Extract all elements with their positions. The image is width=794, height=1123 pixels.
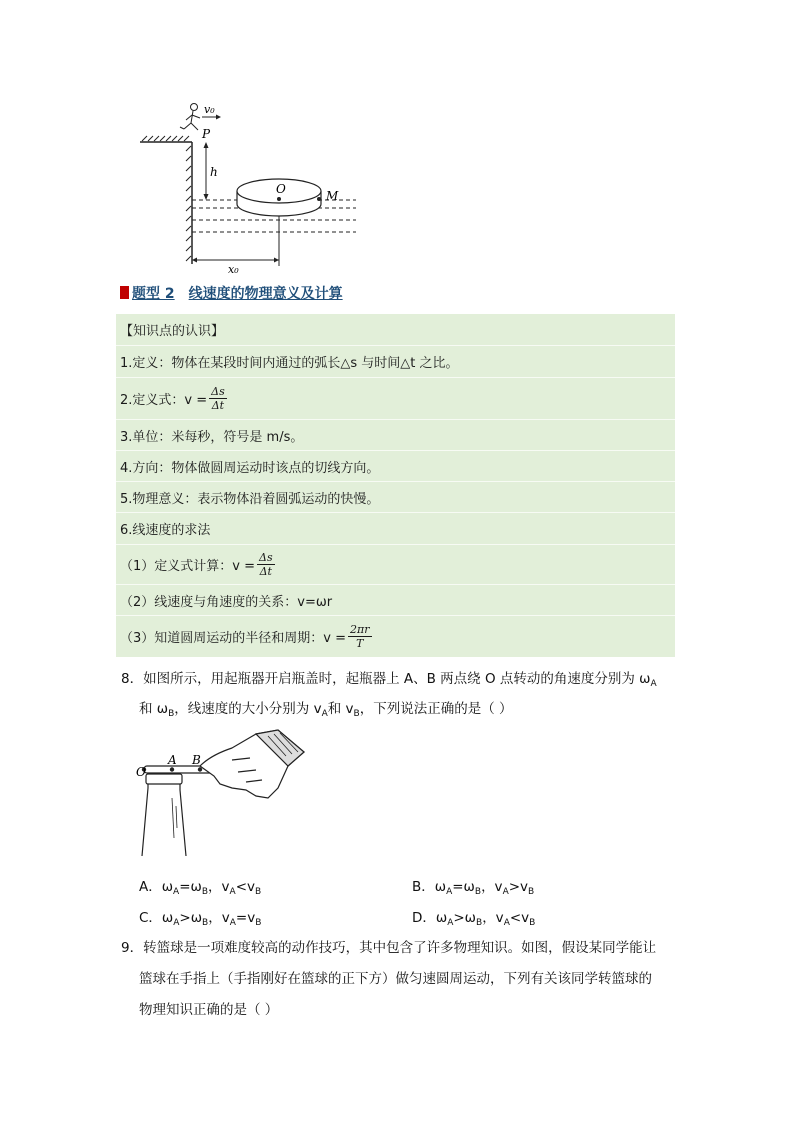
item4-text: 4.方向：物体做圆周运动时该点的切线方向。 (120, 460, 380, 476)
opt-a-s2: B (201, 887, 209, 897)
section-title: 题型 2 (132, 286, 175, 302)
item1-text: 1.定义：物体在某段时间内通过的弧长△s 与时间△t 之比。 (120, 356, 459, 371)
fraction-numerator: Δs (211, 385, 225, 398)
q8-l2-s3: B (353, 709, 360, 719)
opt-b-s2: B (474, 887, 482, 897)
opt-a-s3: A (229, 887, 236, 897)
method-1 (116, 544, 675, 584)
height-h-label: h (210, 165, 218, 179)
knowledge-item-6 (116, 512, 675, 544)
method1-prefix: （1）定义式计算：v = (120, 559, 255, 574)
method-2 (116, 584, 675, 615)
knowledge-item-1 (116, 345, 675, 377)
q8-l2-t2: ，线速度的大小分别为 v (174, 701, 322, 717)
fraction-denominator: Δt (211, 399, 225, 412)
section-heading (120, 284, 343, 304)
knowledge-box (116, 314, 675, 657)
formula-fraction (348, 623, 372, 650)
method2-text: （2）线速度与角速度的关系：v=ωr (120, 594, 333, 610)
point-p-label: P (202, 127, 211, 141)
center-o-label: O (276, 182, 286, 196)
opt-c-t4: =v (235, 910, 256, 926)
formula-fraction (257, 551, 275, 578)
fraction-denominator: Δt (259, 565, 272, 578)
knowledge-item-2 (116, 377, 675, 419)
opt-b-t4: >v (508, 879, 529, 895)
opt-c-t1: C．ω (139, 910, 174, 926)
opt-c-s3: A (229, 918, 236, 928)
jumper-figure (180, 104, 200, 131)
opt-a-t1: A．ω (139, 879, 174, 895)
opt-d-s2: B (476, 918, 483, 928)
hand-shape (200, 730, 304, 798)
q8-line1-sub: A (650, 679, 657, 689)
bottle-shape (142, 774, 186, 856)
fraction-numerator: Δs (259, 551, 273, 564)
opt-d-t4: <v (509, 910, 530, 926)
knowledge-item-4 (116, 450, 675, 481)
question-9-line-2: 篮球在手指上（手指刚好在篮球的正下方）做匀速圆周运动，下列有关该同学转篮球的 (139, 971, 652, 987)
opt-a-s1: A (173, 887, 180, 897)
opt-b-t2: =ω (452, 879, 475, 895)
distance-x0-label: x₀ (228, 263, 239, 276)
bottle-opener-figure (128, 728, 318, 860)
opt-a-t3: ，v (208, 879, 230, 895)
method3-prefix: （3）知道圆周运动的半径和周期：v = (120, 631, 346, 646)
item2-prefix: 2.定义式：v = (120, 393, 208, 408)
q8-l2-s2: A (321, 709, 328, 719)
opt-d-s1: A (447, 918, 454, 928)
fraction-denominator: T (356, 637, 364, 650)
section-subtitle: 线速度的物理意义及计算 (188, 286, 343, 302)
opt-d-t2: >ω (453, 910, 476, 926)
knowledge-item-5 (116, 481, 675, 512)
opt-b-t1: B．ω (412, 879, 447, 895)
opt-c-t3: ，v (208, 910, 230, 926)
fraction-numerator: 2πr (350, 623, 370, 636)
q8-l2-t4: ，下列说法正确的是（ ） (359, 701, 513, 717)
opt-c-s4: B (255, 918, 262, 928)
knowledge-header-text: 【知识点的认识】 (120, 324, 225, 339)
knowledge-header (116, 314, 675, 345)
option-c[interactable] (139, 906, 261, 928)
question-8-line-1 (121, 667, 657, 689)
opt-b-s4: B (528, 887, 535, 897)
point-b-label: B (192, 753, 201, 767)
option-b[interactable] (412, 875, 534, 897)
red-square-marker (120, 286, 129, 299)
item6-text: 6.线速度的求法 (120, 523, 211, 538)
item3-text: 3.单位：米每秒，符号是 m/s。 (120, 429, 304, 445)
knowledge-item-3 (116, 419, 675, 450)
opt-b-s1: A (446, 887, 453, 897)
opt-a-s4: B (255, 887, 262, 897)
opt-d-t1: D．ω (412, 910, 448, 926)
opt-c-s2: B (202, 918, 209, 928)
q8-l2-t3: 和 v (327, 701, 354, 717)
opt-d-t3: ，v (482, 910, 504, 926)
opt-d-s3: A (503, 918, 510, 928)
opt-b-t3: ，v (481, 879, 503, 895)
formula-fraction (209, 385, 227, 412)
question-9-line-3: 物理知识正确的是（ ） (139, 1002, 279, 1018)
q8-l2-s1: B (168, 709, 175, 719)
q8-line1-text: 8．如图所示，用起瓶器开启瓶盖时，起瓶器上 A、B 两点绕 O 点转动的角速度分别为 ω (121, 671, 651, 687)
opt-c-s1: A (173, 918, 180, 928)
point-m-label: M (326, 189, 339, 203)
item5-text: 5.物理意义：表示物体沿着圆弧运动的快慢。 (120, 491, 380, 507)
opt-b-s3: A (502, 887, 509, 897)
opt-d-s4: B (529, 918, 536, 928)
pivot-o-label: O (136, 765, 146, 779)
point-a-label: A (168, 753, 177, 767)
v0-label: v₀ (204, 103, 215, 116)
projectile-disc-figure (130, 96, 370, 276)
method-3 (116, 615, 675, 657)
q8-l2-t1: 和 ω (139, 701, 169, 717)
option-a[interactable] (139, 875, 261, 897)
question-9-line-1: 9．转篮球是一项难度较高的动作技巧，其中包含了许多物理知识。如图，假设某同学能让 (121, 940, 657, 956)
opt-a-t2: =ω (179, 879, 202, 895)
question-8-line-2 (139, 697, 513, 719)
opt-a-t4: <v (235, 879, 256, 895)
opt-c-t2: >ω (179, 910, 203, 926)
option-d[interactable] (412, 906, 535, 928)
